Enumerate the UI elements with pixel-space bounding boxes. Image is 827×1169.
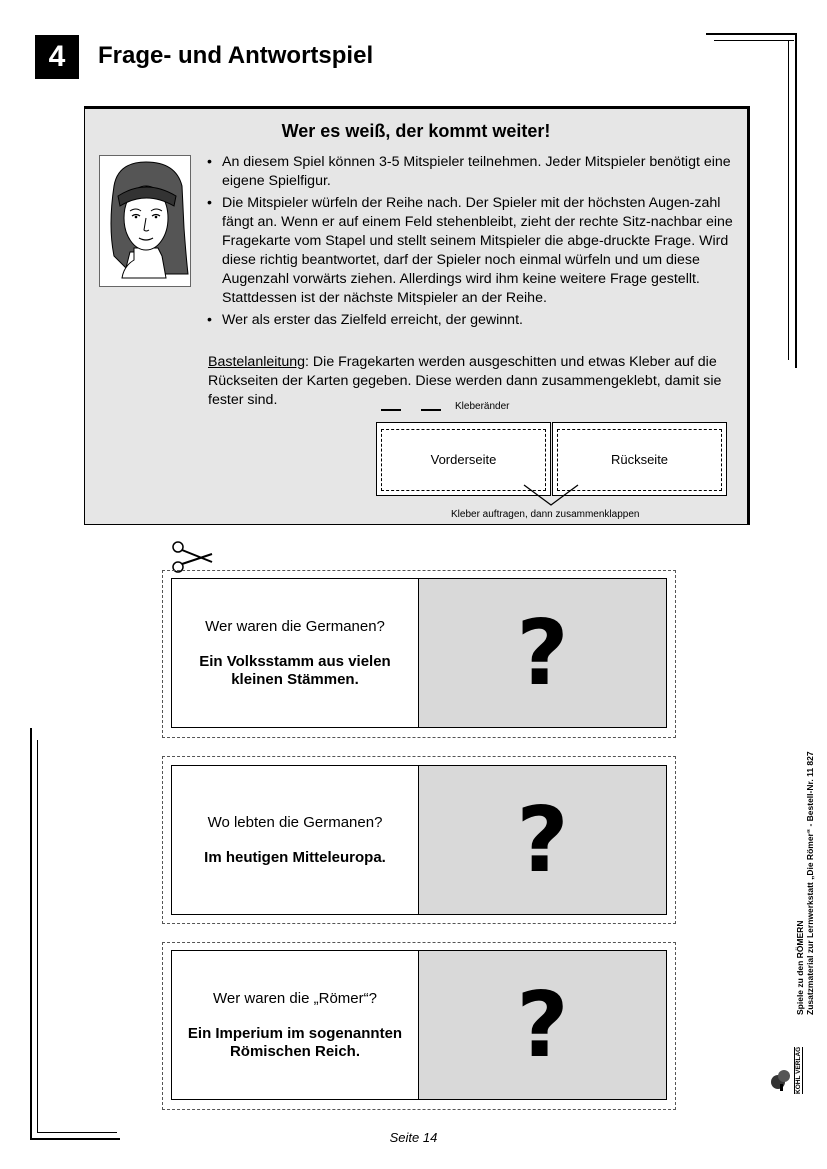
publisher-name: KOHL VERLAG — [795, 1046, 802, 1094]
scissors-icon — [170, 540, 216, 574]
corner-line-right-inner — [788, 40, 789, 360]
rule-item: • Die Mitspieler würfeln der Reihe nach. Der Spieler mit der höchsten Augen-zahl fängt an. Wenn er auf einem Feld stehenbleibt, zieht der rechte Sitz-nachbar eine Fragekarte vom Stapel und stellt seinem Mitspieler die abge-druckte Frage. Wird diese richtig beantwortet, darf der Spieler noch einmal würfeln und um diese Augenzahl vorwärts ziehen. Allerdings wird ihm keine weitere Frage gestellt. Stattdessen ist der nächste Mitspieler an der Reihe. — [206, 194, 738, 308]
card-back-question-mark: ? — [419, 951, 666, 1099]
series-info — [795, 751, 815, 1015]
corner-line-left — [30, 728, 32, 1140]
craft-label: Bastelanleitung — [208, 354, 306, 370]
instructions-heading: Wer es weiß, der kommt weiter! — [281, 121, 551, 141]
glue-edge-mark — [421, 409, 441, 411]
craft-text: : Die Fragekarten werden ausgeschitten und etwas Kleber auf die Rückseiten der Karten gegeben. Diese werden dann zusammengeklebt, damit sie fester sind. — [208, 354, 722, 408]
card-answer: Ein Volksstamm aus vielen kleinen Stämmen. — [199, 652, 391, 688]
fold-arrow — [522, 483, 582, 509]
glue-edges-label: Kleberänder — [455, 401, 510, 412]
card-front — [172, 951, 419, 1099]
card-back-question-mark: ? — [419, 579, 666, 727]
corner-line-top-inner — [714, 40, 794, 41]
card-answer: Ein Imperium im sogenannten Römischen Reich. — [187, 1024, 403, 1060]
front-side-label: Vorderseite — [430, 451, 497, 467]
question-card — [171, 950, 667, 1100]
card-question: Wer waren die „Römer“? — [213, 989, 377, 1007]
page-number: Seite 14 — [389, 1130, 438, 1145]
chapter-number-badge: 4 — [35, 35, 79, 79]
rule-item: • Wer als erster das Zielfeld erreicht, der gewinnt. — [206, 311, 738, 330]
card-front — [172, 766, 419, 914]
series-line-2: Zusatzmaterial zur Lernwerkstatt „Die Römer“ - Bestell-Nr. 11 827 — [805, 751, 815, 1015]
corner-line-left-inner — [37, 740, 38, 1133]
question-card — [171, 765, 667, 915]
back-glue-edge — [557, 429, 722, 491]
corner-line-top — [706, 33, 796, 35]
card-front — [172, 579, 419, 727]
rules-list — [206, 153, 738, 333]
card-question: Wer waren die Germanen? — [205, 617, 385, 635]
glue-edge-mark — [381, 409, 401, 411]
corner-line-right — [795, 33, 797, 368]
series-line-1: Spiele zu den RÖMERN — [795, 920, 805, 1015]
publisher-logo — [768, 1032, 804, 1092]
instructions-box — [84, 106, 750, 525]
roman-portrait-illustration — [99, 155, 191, 287]
portrait-drawing — [100, 156, 190, 286]
card-back-question-mark: ? — [419, 766, 666, 914]
fold-instruction: Kleber auftragen, dann zusammenklappen — [451, 509, 640, 520]
card-question: Wo lebten die Germanen? — [207, 813, 383, 831]
back-side-label: Rückseite — [610, 451, 669, 467]
question-card — [171, 578, 667, 728]
card-answer: Im heutigen Mitteleuropa. — [204, 848, 386, 866]
rule-item: • An diesem Spiel können 3-5 Mitspieler teilnehmen. Jeder Mitspieler benötigt eine eigene Spielfigur. — [206, 153, 738, 191]
page-title: Frage- und Antwortspiel — [98, 42, 374, 69]
front-glue-edge — [381, 429, 546, 491]
